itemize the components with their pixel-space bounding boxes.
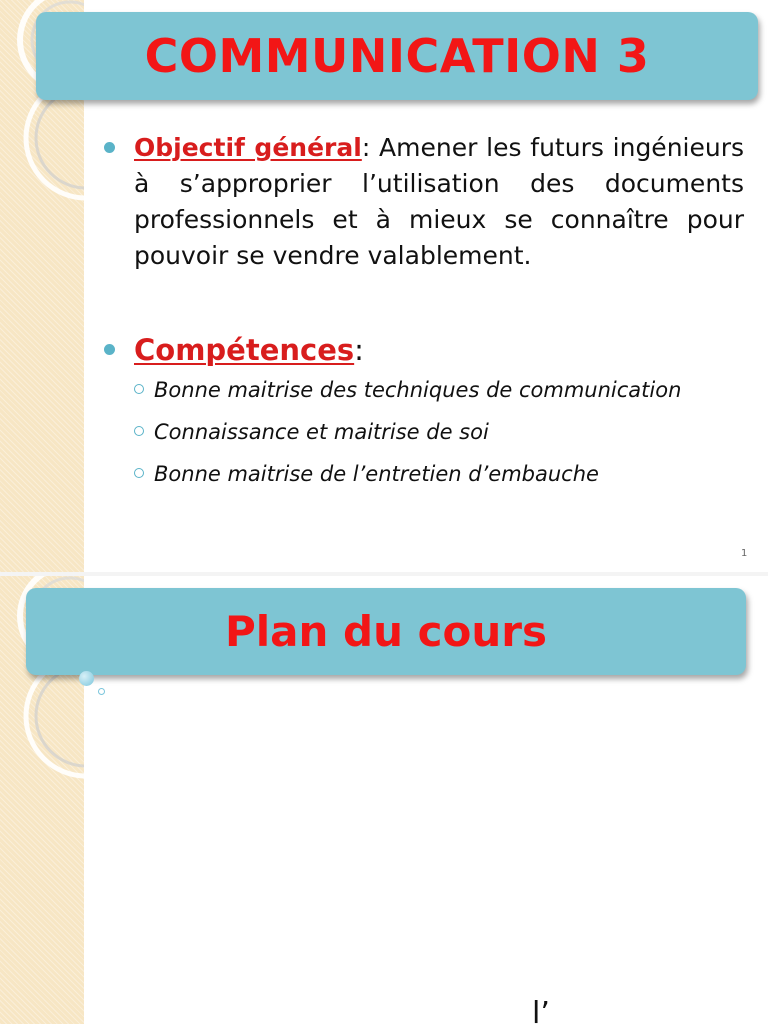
- sub-item: [134, 420, 489, 444]
- objectif-paragraph: [134, 130, 744, 274]
- title-bar: [26, 588, 746, 675]
- circle-bullet-icon: [134, 384, 144, 394]
- circle-bullet-icon: [134, 426, 144, 436]
- slide-2: [0, 576, 768, 1024]
- page-number: 1: [741, 548, 748, 559]
- circle-bullet-icon: [134, 468, 144, 478]
- competences-suffix: :: [354, 333, 364, 367]
- sub-item-text: Bonne maitrise de l’entretien d’embauche: [154, 462, 599, 486]
- bullet-dot-icon: [79, 671, 94, 686]
- sub-item: [134, 378, 681, 402]
- bullet-dot-icon: [104, 142, 115, 153]
- competences-keyword: Compétences: [134, 333, 355, 367]
- circle-bullet-icon: [98, 688, 105, 695]
- slide-title: COMMUNICATION 3: [144, 29, 650, 83]
- bullet-competences: [104, 330, 744, 370]
- objectif-keyword: Objectif général: [134, 133, 362, 162]
- objectif-text: : Amener les futurs ingénieurs à s’approprier l’utilisation des documents professionnels et à mieux se connaître pour pouvoir se vendre valablement.: [134, 133, 745, 270]
- slide-title: Plan du cours: [225, 607, 547, 656]
- truncated-text: l’: [532, 996, 550, 1024]
- bullet-objectif: [104, 130, 744, 274]
- title-bar: [36, 12, 758, 100]
- competences-heading: [134, 330, 744, 370]
- sub-item-text: Bonne maitrise des techniques de communication: [154, 378, 682, 402]
- sub-item: [134, 462, 599, 486]
- sub-item-text: Connaissance et maitrise de soi: [154, 420, 489, 444]
- bullet-dot-icon: [104, 344, 115, 355]
